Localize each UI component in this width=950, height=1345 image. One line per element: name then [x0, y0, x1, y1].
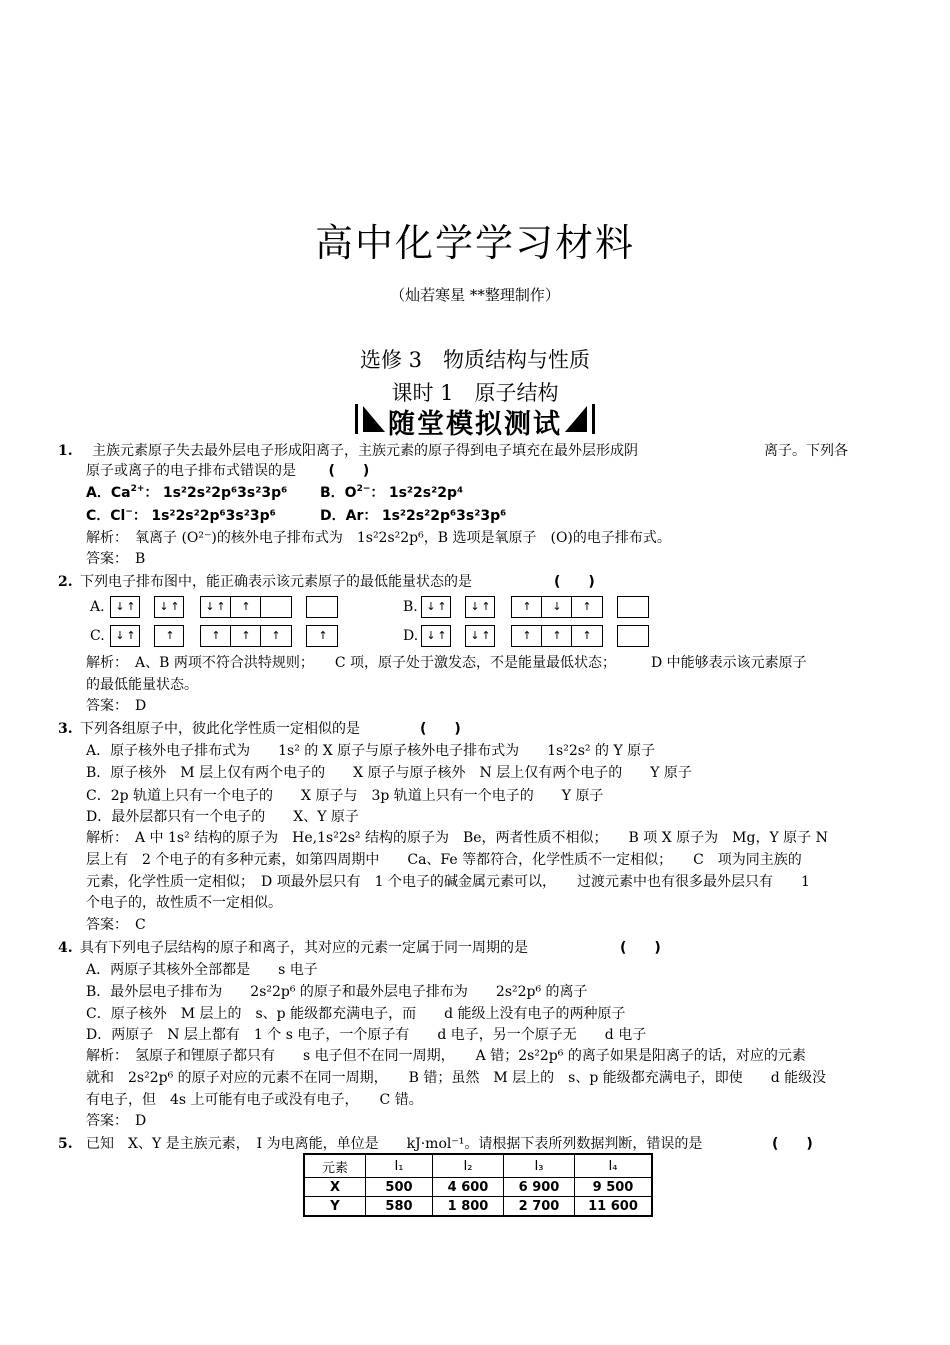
question-5-stem: 已知 X、Y 是主族元素， I 为电离能，单位是 kJ·mol⁻¹。请根据下表所列数据判断，错误的是	[86, 1136, 703, 1152]
banner-left-triangle	[363, 406, 385, 432]
question-4-stem: 具有下列电子层结构的原子和离子，其对应的元素一定属于同一周期的是	[80, 940, 528, 956]
electron-arrow: ↑	[318, 629, 328, 642]
practice-banner	[355, 402, 595, 440]
orbital-box-2p	[200, 596, 292, 618]
question-4-option-a: A．两原子其核外全部都是 s 电子	[86, 962, 318, 978]
question-5-paren: ( )	[772, 1136, 813, 1152]
question-4-analysis-1: 解析： 氢原子和锂原子都只有 s 电子但不在同一周期， A 错；2s²2p⁶ 的离子如果是阳离子的话，对应的元素	[86, 1048, 806, 1064]
question-2-answer: 答案： D	[86, 698, 147, 714]
orbital-box-3s	[306, 625, 338, 647]
orbital-box-2s	[154, 596, 184, 618]
table-row	[304, 1197, 652, 1217]
electron-arrow: ↑	[126, 600, 136, 613]
question-4-number: 4.	[58, 940, 73, 956]
orbital-diagram-c	[90, 625, 350, 649]
electron-arrow: ↑	[241, 629, 251, 642]
question-1-stem-c	[86, 461, 369, 481]
electron-arrow: ↑	[165, 629, 175, 642]
banner-text: 随堂模拟测试	[388, 409, 562, 440]
banner-left-bar	[355, 404, 358, 434]
electron-arrow: ↑	[522, 600, 532, 613]
section-heading: 选修 3 物质结构与性质	[359, 348, 591, 372]
orbital-box-2s	[465, 596, 495, 618]
electron-arrow: ↑	[582, 629, 592, 642]
electron-arrow: ↑	[126, 629, 136, 642]
question-4-analysis-2: 就和 2s²2p⁶ 的原子对应的元素不在同一周期， B 错；虽然 M 层上的 s、p 能级都充满电子，即使 d 能级没	[86, 1070, 827, 1086]
orbital-box-3s	[306, 596, 338, 618]
table-cell: 11 600	[575, 1197, 653, 1217]
question-1-option-d	[320, 506, 506, 526]
electron-arrow: ↓	[159, 600, 169, 613]
q1-option-d-config: 1s²2s²2p⁶3s²3p⁶	[381, 508, 507, 524]
electron-arrow: ↓	[552, 600, 562, 613]
banner-right-bar	[592, 404, 595, 434]
q1-option-b-label: B．O	[320, 485, 357, 501]
table-header-cell: I₃	[504, 1154, 575, 1178]
orbital-c-label: C.	[90, 628, 105, 644]
table-cell: 6 900	[504, 1178, 575, 1197]
question-3-option-d: D．最外层都只有一个电子的 X、Y 原子	[86, 809, 359, 825]
question-1-paren: ( )	[328, 463, 370, 479]
q1-option-a-label: A．Ca	[86, 485, 131, 501]
electron-arrow: ↓	[115, 629, 125, 642]
document-subtitle: （灿若寒星 **整理制作）	[390, 286, 560, 304]
question-4-option-d: D．两原子 N 层上都有 1 个 s 电子，一个原子有 d 电子，另一个原子无 d 电子	[86, 1027, 647, 1043]
question-1-option-a: A．$Ca^{2+}$： 1s²2s²2p⁶3s²3p⁶	[86, 484, 288, 501]
electron-arrow: ↑	[552, 629, 562, 642]
question-2-analysis-1: 解析： A、B 两项不符合洪特规则； C 项，原子处于激发态，不是能量最低状态； D 中能够表示该元素原子	[86, 655, 807, 671]
electron-arrow: ↑	[216, 600, 226, 613]
electron-arrow: ↑	[522, 629, 532, 642]
document-title: 高中化学学习材料	[314, 221, 635, 265]
electron-arrow: ↓	[205, 600, 215, 613]
question-3-analysis-1: 解析： A 中 1s² 结构的原子为 He,1s²2s² 结构的原子为 Be，两者性质不相似； B 项 X 原子为 Mg，Y 原子 N	[86, 830, 828, 846]
table-header-cell: I₄	[575, 1154, 653, 1178]
table-cell: 1 800	[433, 1197, 504, 1217]
orbital-box-3s	[617, 625, 649, 647]
electron-arrow: ↓	[115, 600, 125, 613]
question-1-answer: 答案： B	[86, 551, 146, 567]
electron-arrow: ↑	[437, 629, 447, 642]
orbital-box-2p	[511, 625, 603, 647]
orbital-box-2p	[200, 625, 292, 647]
orbital-b-label: B.	[403, 599, 418, 615]
electron-arrow: ↑	[481, 629, 491, 642]
q1-option-c-config: 1s²2s²2p⁶3s²3p⁶	[151, 508, 276, 524]
orbital-box-3s	[617, 596, 649, 618]
q1-option-a-config: 1s²2s²2p⁶3s²3p⁶	[162, 485, 288, 501]
banner-right-triangle	[565, 406, 587, 432]
electron-arrow: ↑	[481, 600, 491, 613]
ionization-energy-table	[303, 1153, 653, 1217]
table-header-cell: 元素	[304, 1154, 366, 1178]
electron-arrow: ↑	[582, 600, 592, 613]
question-3-option-c: C．2p 轨道上只有一个电子的 X 原子与 3p 轨道上只有一个电子的 Y 原子	[86, 788, 604, 804]
electron-arrow: ↑	[170, 600, 180, 613]
question-3-analysis-4: 个电子的，故性质不一定相似。	[86, 895, 282, 911]
electron-arrow: ↑	[437, 600, 447, 613]
question-3-option-b: B．原子核外 M 层上仅有两个电子的 X 原子与原子核外 N 层上仅有两个电子的 Y 原子	[86, 765, 692, 781]
question-4-option-b: B．最外层电子排布为 2s²2p⁶ 的原子和最外层电子排布为 2s²2p⁶ 的离子	[86, 984, 588, 1000]
orbital-box-1s	[421, 596, 451, 618]
q1-option-c-label: C．Cl	[86, 508, 126, 524]
table-row	[304, 1178, 652, 1197]
electron-arrow: ↑	[211, 629, 221, 642]
question-1-option-b: B．$O^{2-}$： 1s²2s²2p⁴	[320, 484, 464, 501]
table-cell: 9 500	[575, 1178, 653, 1197]
lesson-heading: 课时 1 原子结构	[391, 381, 559, 405]
q1-option-d-label: D．Ar：	[320, 508, 378, 524]
table-cell: 4 600	[433, 1178, 504, 1197]
question-3-stem: 下列各组原子中，彼此化学性质一定相似的是	[80, 721, 360, 737]
q1-option-b-config: 1s²2s²2p⁴	[388, 485, 464, 501]
question-3-analysis-3: 元素，化学性质一定相似； D 项最外层只有 1 个电子的碱金属元素可以， 过渡元素中也有很多最外层只有 1	[86, 874, 810, 890]
question-4-paren: ( )	[620, 940, 661, 956]
orbital-box-2s	[154, 625, 184, 647]
orbital-diagram-a	[90, 596, 350, 620]
question-3-paren: ( )	[420, 721, 461, 737]
orbital-d-label: D.	[403, 628, 419, 644]
electron-arrow: ↓	[470, 600, 480, 613]
question-3-option-a: A．原子核外电子排布式为 1s² 的 X 原子与原子核外电子排布式为 1s²2s² 的 Y 原子	[86, 743, 656, 759]
table-cell: Y	[304, 1197, 366, 1217]
table-header-row	[304, 1154, 652, 1178]
question-2-paren: ( )	[554, 574, 595, 590]
table-cell: 500	[366, 1178, 433, 1197]
electron-arrow: ↓	[426, 629, 436, 642]
question-2-stem: 下列电子排布图中，能正确表示该元素原子的最低能量状态的是	[80, 574, 472, 590]
question-4-option-c: C．原子核外 M 层上的 s、p 能级都充满电子，而 d 能级上没有电子的两种原子	[86, 1006, 626, 1022]
question-1-number: 1.	[58, 443, 73, 459]
question-3-number: 3.	[58, 721, 73, 737]
electron-arrow: ↓	[470, 629, 480, 642]
question-4-analysis-3: 有电子，但 4s 上可能有电子或没有电子， C 错。	[86, 1092, 423, 1108]
question-1-stem-b: 离子。下列各	[764, 443, 848, 459]
question-3-answer: 答案： C	[86, 917, 146, 933]
question-3-analysis-2: 层上有 2 个电子的有多种元素，如第四周期中 Ca、Fe 等都符合，化学性质不一定相似； C 项为同主族的	[86, 852, 802, 868]
orbital-box-2p	[511, 596, 603, 618]
table-cell: 2 700	[504, 1197, 575, 1217]
table-header-cell: I₂	[433, 1154, 504, 1178]
electron-arrow: ↑	[241, 600, 251, 613]
question-1-analysis: 解析： 氧离子 (O²⁻)的核外电子排布式为 1s²2s²2p⁶，B 选项是氧原子 (O)的电子排布式。	[86, 530, 671, 546]
question-4-answer: 答案： D	[86, 1113, 147, 1129]
question-2-number: 2.	[58, 574, 73, 590]
orbital-box-1s	[110, 625, 140, 647]
orbital-box-1s	[110, 596, 140, 618]
orbital-a-label: A.	[90, 599, 105, 615]
table-cell: 580	[366, 1197, 433, 1217]
electron-arrow: ↓	[426, 600, 436, 613]
table-header-cell: I₁	[366, 1154, 433, 1178]
question-2-analysis-2: 的最低能量状态。	[86, 677, 198, 693]
orbital-box-2s	[465, 625, 495, 647]
orbital-diagram-b	[403, 596, 663, 620]
question-5-number: 5.	[58, 1136, 73, 1152]
electron-arrow: ↑	[271, 629, 281, 642]
question-1-stem-c-text: 原子或离子的电子排布式错误的是	[86, 463, 296, 479]
question-1-option-c: C．Cl−： 1s²2s²2p⁶3s²3p⁶	[86, 507, 276, 524]
table-cell: X	[304, 1178, 366, 1197]
orbital-box-1s	[421, 625, 451, 647]
question-1-stem-a: 主族元素原子失去最外层电子形成阳离子，主族元素的原子得到电子填充在最外层形成阴	[92, 443, 638, 459]
orbital-diagram-d	[403, 625, 663, 649]
